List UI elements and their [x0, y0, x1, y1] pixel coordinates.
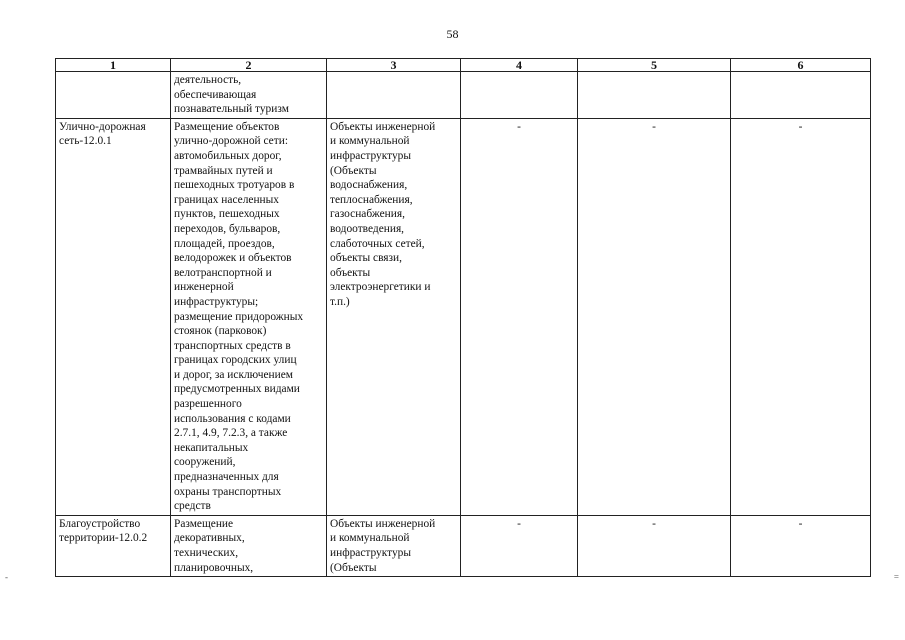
permitted-objects: Объекты инженерной и коммунальной инфраструктуры (Объекты	[327, 515, 461, 576]
table-row	[56, 72, 871, 119]
cell-col6: -	[731, 118, 871, 515]
column-header-2: 2	[171, 59, 327, 72]
column-header-6: 6	[731, 59, 871, 72]
use-type-description: деятельность, обеспечивающая познавательный туризм	[171, 72, 327, 119]
left-edge-mark: -	[5, 572, 8, 582]
cell-col4	[461, 72, 578, 119]
column-header-5: 5	[578, 59, 731, 72]
table-row	[56, 515, 871, 576]
use-type-description: Размещение декоративных, технических, планировочных,	[171, 515, 327, 576]
cell-col6	[731, 72, 871, 119]
column-header-3: 3	[327, 59, 461, 72]
permitted-objects: Объекты инженерной и коммунальной инфраструктуры (Объекты водоснабжения, теплоснабжения, газоснабжения, водоотведения, слаботочных сетей, объекты связи, объекты электроэнергетики и т.п.)	[327, 118, 461, 515]
column-header-1: 1	[56, 59, 171, 72]
column-header-4: 4	[461, 59, 578, 72]
cell-col4: -	[461, 118, 578, 515]
zoning-table	[55, 58, 871, 577]
use-type-description: Размещение объектов улично-дорожной сети: автомобильных дорог, трамвайных путей и пешеходных тротуаров в границах населенных пунктов, пешеходных переходов, бульваров, площадей, проездов, велодорожек и объектов велотранспортной и инженерной инфраструктуры; размещение придорожных стоянок (парковок) транспортных средств в границах городских улиц и дорог, за исключением предусмотренных видами разрешенного использования с кодами 2.7.1, 4.9, 7.2.3, а также некапитальных сооружений, предназначенных для охраны транспортных средств	[171, 118, 327, 515]
cell-col5: -	[578, 118, 731, 515]
use-type-name: Благоустройство территории-12.0.2	[56, 515, 171, 576]
use-type-name	[56, 72, 171, 119]
permitted-objects	[327, 72, 461, 119]
cell-col4: -	[461, 515, 578, 576]
header-row	[56, 59, 871, 72]
cell-col5: -	[578, 515, 731, 576]
page-number: 58	[446, 27, 459, 41]
use-type-name: Улично-дорожная сеть-12.0.1	[56, 118, 171, 515]
table-row	[56, 118, 871, 515]
cell-col5	[578, 72, 731, 119]
right-edge-mark: =	[893, 572, 899, 582]
cell-col6: -	[731, 515, 871, 576]
